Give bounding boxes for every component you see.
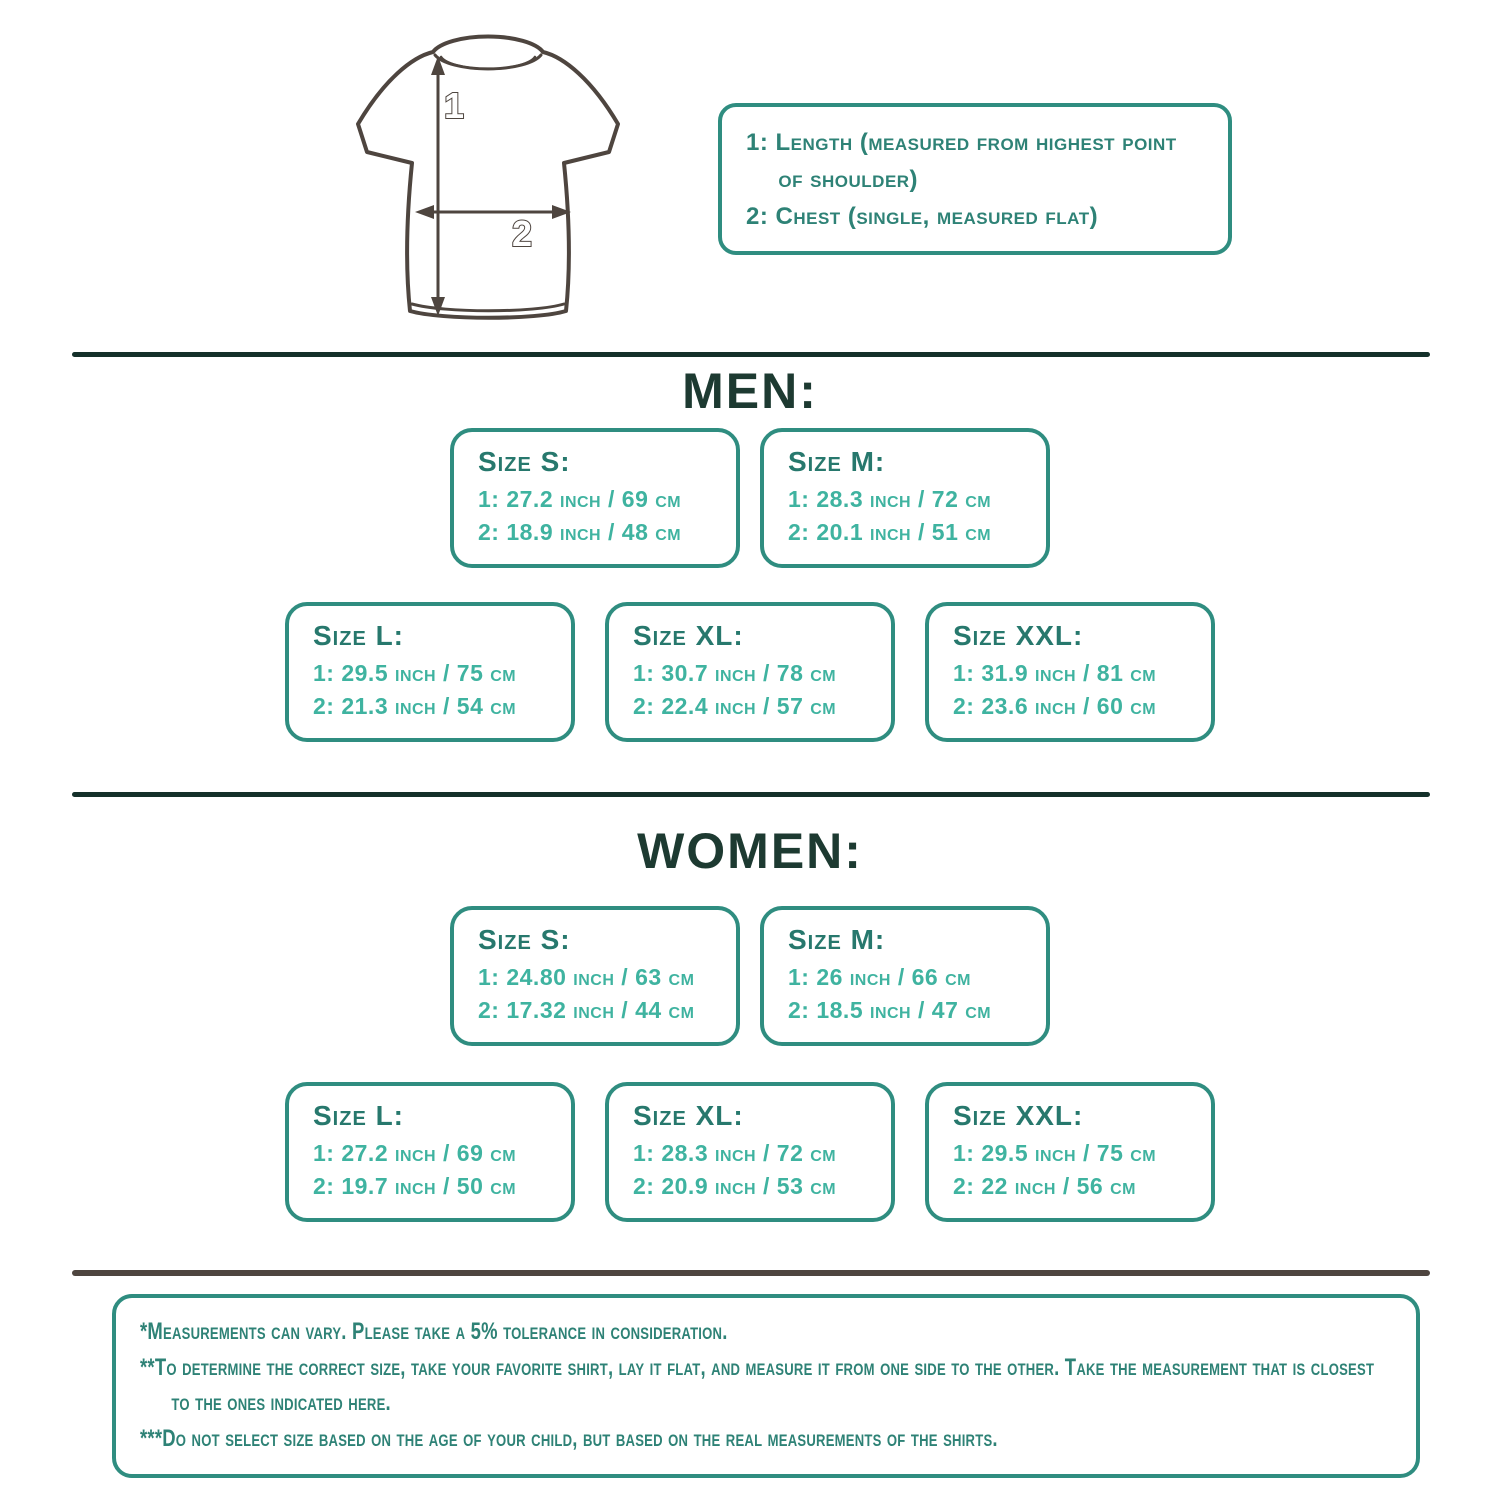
legend-length: 1: Length (measured from highest point of shoulder) (746, 129, 1177, 194)
tshirt-outline (358, 37, 618, 318)
footnotes-text-wrapper (140, 1314, 1392, 1456)
size-box-women-m (760, 906, 1050, 1046)
size-length: 1: 30.7 inch / 78 cm (633, 660, 837, 686)
size-label: Size L: (313, 1100, 404, 1131)
size-box-women-xl (605, 1082, 895, 1222)
size-length: 1: 28.3 inch / 72 cm (633, 1140, 837, 1166)
size-box-women-l (285, 1082, 575, 1222)
size-chest: 2: 20.1 inch / 51 cm (788, 518, 992, 545)
size-chest: 2: 23.6 inch / 60 cm (953, 692, 1157, 719)
legend-chest: 2: Chest (single, measured flat) (746, 203, 1099, 231)
size-length: 1: 29.5 inch / 75 cm (313, 660, 517, 686)
footnote-tolerance: *Measurements can vary. Please take a 5% tolerance in consideration. (140, 1318, 728, 1345)
men-title: MEN: (682, 363, 818, 419)
size-length: 1: 29.5 inch / 75 cm (953, 1140, 1157, 1166)
legend-box (718, 103, 1232, 255)
men-row-2 (0, 602, 1500, 742)
size-chest: 2: 21.3 inch / 54 cm (313, 692, 517, 719)
size-length: 1: 31.9 inch / 81 cm (953, 660, 1157, 686)
size-chest: 2: 22 inch / 56 cm (953, 1172, 1136, 1199)
men-row-1 (0, 428, 1500, 568)
footnote-child-size: ***Do not select size based on the age of your child, but based on the real measurements of the shirts. (140, 1424, 998, 1452)
size-chest: 2: 17.32 inch / 44 cm (478, 996, 695, 1023)
footnote-how-to-measure: **To determine the correct size, take your favorite shirt, lay it flat, and measure it from one side to the other. Take the measurement that is closest to the ones indicated here. (140, 1353, 1375, 1417)
arrow-label-2: 2 (512, 213, 533, 254)
size-box-women-s (450, 906, 740, 1046)
size-length: 1: 27.2 inch / 69 cm (478, 486, 682, 512)
size-length: 1: 24.80 inch / 63 cm (478, 964, 695, 990)
size-box-men-m (760, 428, 1050, 568)
size-label: Size M: (788, 446, 886, 477)
footnotes-box (112, 1294, 1420, 1478)
size-label: Size M: (788, 924, 886, 955)
divider-bottom (72, 1270, 1430, 1276)
size-box-men-xxl (925, 602, 1215, 742)
size-label: Size XXL: (953, 620, 1084, 651)
divider-top (72, 352, 1430, 357)
size-label: Size XL: (633, 620, 744, 651)
divider-middle (72, 792, 1430, 797)
women-row-1 (0, 906, 1500, 1046)
size-chest: 2: 19.7 inch / 50 cm (313, 1172, 517, 1199)
size-length: 1: 27.2 inch / 69 cm (313, 1140, 517, 1166)
size-box-men-l (285, 602, 575, 742)
arrow-label-1: 1 (444, 85, 465, 126)
size-box-men-xl (605, 602, 895, 742)
size-length: 1: 26 inch / 66 cm (788, 964, 971, 990)
size-label: Size XL: (633, 1100, 744, 1131)
size-length: 1: 28.3 inch / 72 cm (788, 486, 992, 512)
women-title: WOMEN: (637, 823, 863, 879)
size-box-men-s (450, 428, 740, 568)
size-box-women-xxl (925, 1082, 1215, 1222)
women-row-2 (0, 1082, 1500, 1222)
size-chest: 2: 18.5 inch / 47 cm (788, 996, 992, 1023)
size-label: Size S: (478, 446, 571, 477)
size-label: Size XXL: (953, 1100, 1084, 1131)
size-label: Size L: (313, 620, 404, 651)
tshirt-diagram (340, 22, 660, 334)
size-chest: 2: 18.9 inch / 48 cm (478, 518, 682, 545)
size-label: Size S: (478, 924, 571, 955)
size-chest: 2: 20.9 inch / 53 cm (633, 1172, 837, 1199)
size-chest: 2: 22.4 inch / 57 cm (633, 692, 837, 719)
